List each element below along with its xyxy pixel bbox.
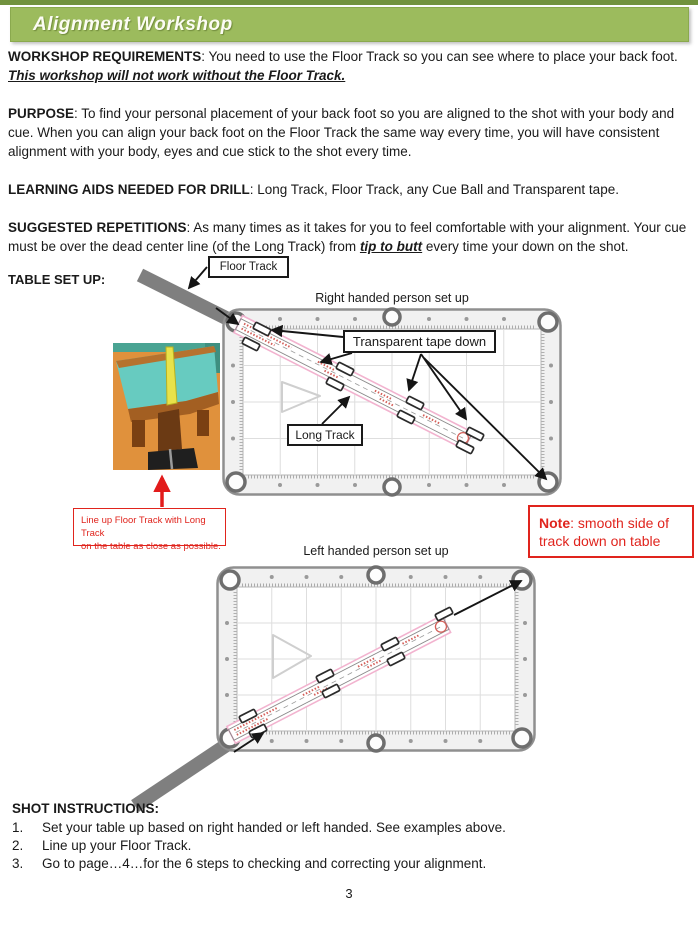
table-setup-label: TABLE SET UP: [8,272,106,287]
paragraph-purpose [8,104,692,161]
body-text [8,47,692,275]
lineup-note-line1: Line up Floor Track with Long Track [81,515,206,539]
paragraph-text: every time your down on the shot. [422,239,629,254]
floor-track-bar-left [135,744,228,806]
floor-track-label-arrow [189,267,207,288]
page-number: 3 [345,886,353,901]
paragraph-text: : Long Track, Floor Track, any Cue Ball and Transparent tape. [249,182,619,197]
paragraph-learning-aids [8,180,692,199]
instruction-item [12,839,682,853]
instruction-text: Go to page…4…for the 6 steps to checking and correcting your alignment. [42,856,487,871]
shot-instructions-heading: SHOT INSTRUCTIONS: [12,801,159,816]
long-track-label: Long Track [295,428,355,442]
transparent-tape-label-box [343,330,496,353]
paragraph-label: PURPOSE [8,106,75,121]
paragraph-workshop-requirements [8,47,692,85]
note-label: Note [539,515,571,531]
floor-track-label: Floor Track [219,261,278,273]
floor-track-label-box [208,256,289,278]
shot-instructions [12,801,682,875]
right-handed-title: Right handed person set up [315,291,469,305]
instruction-number: 2. [12,838,24,853]
instruction-item [12,857,682,871]
paragraph-label: LEARNING AIDS NEEDED FOR DRILL [8,182,250,197]
paragraph-text: : You need to use the Floor Track so you can see where to place your back foot. [201,49,678,64]
instruction-item [12,821,682,835]
floor-track-bar-right [140,275,226,318]
paragraph-label: WORKSHOP REQUIREMENTS [8,49,202,64]
instruction-text: Line up your Floor Track. [42,838,192,853]
paragraph-label: SUGGESTED REPETITIONS [8,220,187,235]
paragraph-emphasis: This workshop will not work without the Floor Track. [8,68,346,83]
paragraph-text: : To find your personal placement of your back foot so you are aligned to the shot with your body and cue. When you can align your back foot on the Floor Track the same way every time, you will have consistent alignment with your body, eyes and cue stick to the shot every time. [8,106,675,159]
paragraph-emphasis: tip to butt [359,239,423,254]
header-accent-strip [0,0,698,5]
smooth-side-note-box [528,505,694,558]
left-handed-title: Left handed person set up [303,544,449,558]
table-photo [113,343,220,470]
lineup-note-box [73,508,226,552]
instruction-number: 1. [12,820,24,835]
transparent-tape-label: Transparent tape down [352,334,487,349]
lineup-note-line2: on the table as close as possible. [81,541,221,552]
instruction-number: 3. [12,856,24,871]
paragraph-text: : As many times as it takes for you to feel comfortable with your alignment. Your cue must be over the dead center line (of the Long Track) from [8,220,687,254]
note-text: : smooth side of track down on table [539,515,669,549]
page-title-bar [10,7,689,42]
long-track-label-box [287,424,363,446]
instruction-text: Set your table up based on right handed or left handed. See examples above. [42,820,506,835]
page-title: Alignment Workshop [33,13,233,35]
